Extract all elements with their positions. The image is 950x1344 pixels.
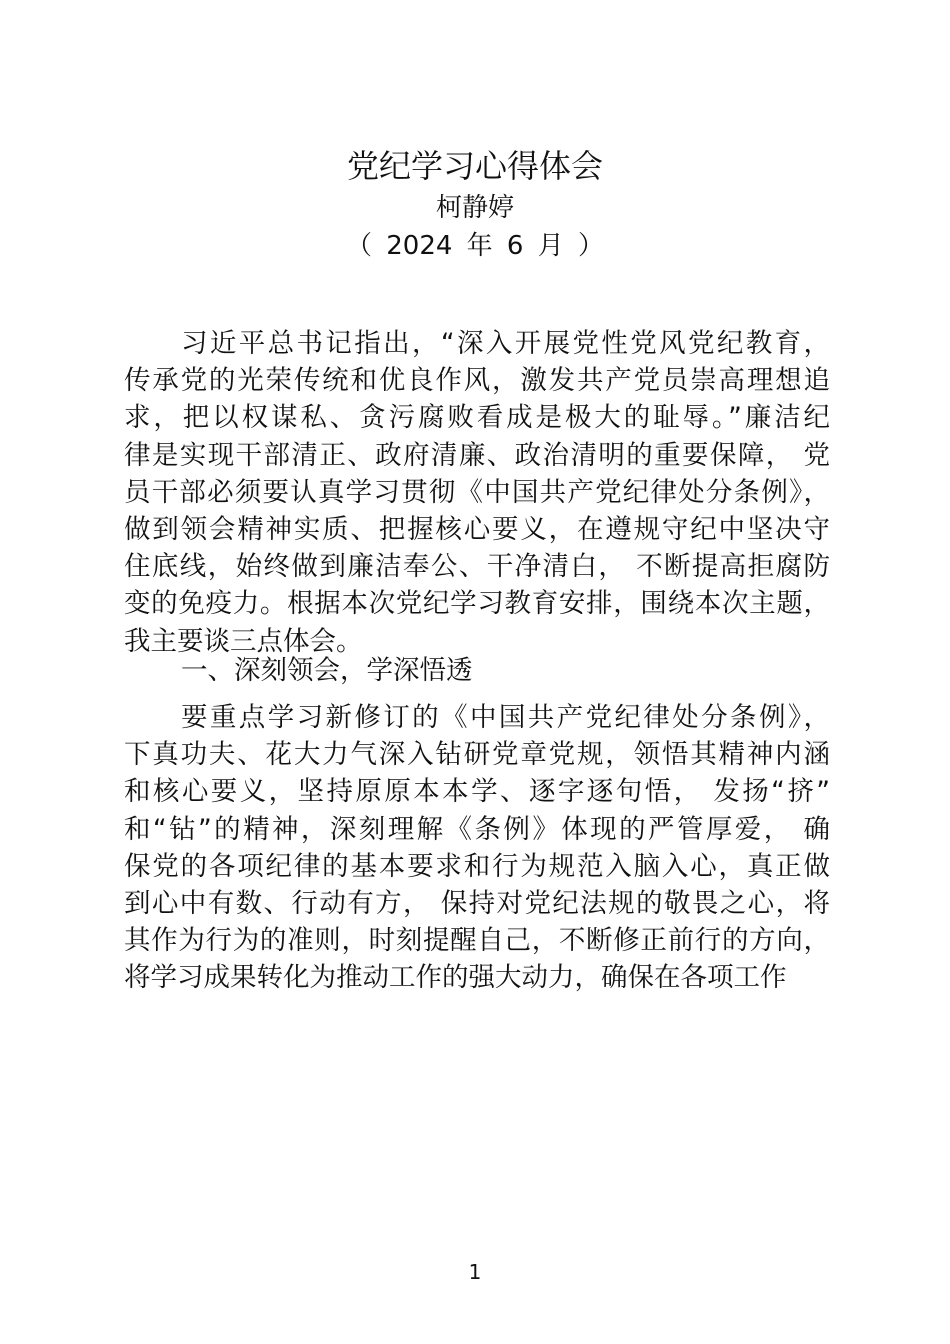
paragraph-line: 要重点学习新修订的《中国共产党纪律处分条例》，	[181, 702, 830, 733]
paragraph-line: 保党的各项纪律的基本要求和行为规范入脑入心，真正做	[124, 850, 830, 882]
paragraph-section-1	[124, 699, 830, 997]
paragraph-line: 律是实现干部清正、政府清廉、政治清明的重要保障， 党	[124, 439, 830, 471]
document-date: （ 2024 年 6 月 ）	[345, 231, 605, 261]
title-block	[0, 142, 950, 266]
section-heading-1: 一、深刻领会，学深悟透	[181, 655, 473, 686]
page-number: 1	[468, 1260, 482, 1284]
paragraph-line: 到心中有数、行动有方， 保持对党纪法规的敬畏之心，将	[124, 887, 830, 919]
paragraph-line: 求，把以权谋私、贪污腐败看成是极大的耻辱。”廉洁纪	[124, 402, 830, 434]
paragraph-line: 我主要谈三点体会。	[124, 625, 363, 657]
paragraph-line: 做到领会精神实质、把握核心要义，在遵规守纪中坚决守	[124, 513, 830, 545]
paragraph-line: 下真功夫、花大力气深入钻研党章党规，领悟其精神内涵	[124, 739, 830, 771]
paragraph-line: 习近平总书记指出，“深入开展党性党风党纪教育，	[181, 328, 830, 359]
paragraph-line: 变的免疫力。根据本次党纪学习教育安排，围绕本次主题，	[124, 588, 830, 620]
paragraph-line: 将学习成果转化为推动工作的强大动力，确保在各项工作	[124, 962, 787, 994]
paragraph-intro	[124, 325, 830, 660]
paragraph-line: 其作为行为的准则，时刻提醒自己，不断修正前行的方向，	[124, 925, 830, 957]
paragraph-line: 传承党的光荣传统和优良作风，激发共产党员崇高理想追	[124, 365, 830, 397]
paragraph-line: 和“钻”的精神，深刻理解《条例》体现的严管厚爱， 确	[124, 813, 830, 845]
document-author: 柯静婷	[435, 193, 514, 223]
paragraph-line: 员干部必须要认真学习贯彻《中国共产党纪律处分条例》，	[124, 476, 830, 508]
paragraph-line: 和核心要义，坚持原原本本学、逐字逐句悟， 发扬“挤”	[124, 776, 830, 808]
document-title: 党纪学习心得体会	[346, 147, 603, 185]
paragraph-line: 住底线，始终做到廉洁奉公、干净清白， 不断提高拒腐防	[124, 551, 830, 583]
